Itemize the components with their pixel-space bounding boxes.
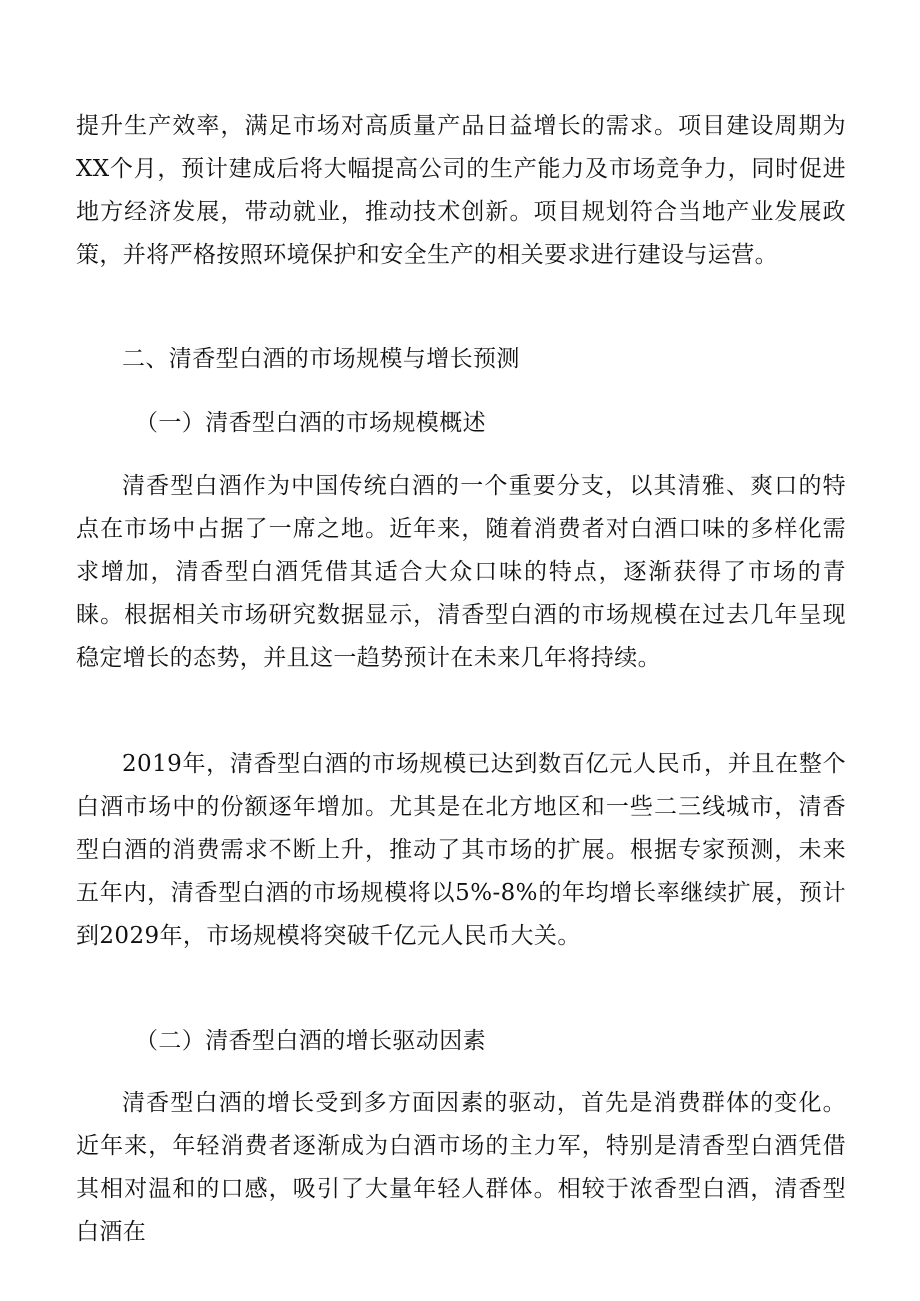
paragraph-growth-drivers: 清香型白酒的增长受到多方面因素的驱动，首先是消费群体的变化。近年来，年轻消费者逐渐成为白酒市场的主力军，特别是清香型白酒凭借其相对温和的口感，吸引了大量年轻人群体。相较于浓香型白酒，清香型白酒在 [76,1090,846,1245]
paragraph-project-summary: 提升生产效率，满足市场对高质量产品日益增长的需求。项目建设周期为XX个月，预计建成后将大幅提高公司的生产能力及市场竞争力，同时促进地方经济发展，带动就业，推动技术创新。项目规划符合当地产业发展政策，并将严格按照环境保护和安全生产的相关要求进行建设与运营。 [76,113,846,268]
subsection-heading-overview: （一）清香型白酒的市场规模概述 [135,410,486,436]
subsection-heading-growth-drivers: （二）清香型白酒的增长驱动因素 [135,1028,486,1054]
paragraph-market-overview: 清香型白酒作为中国传统白酒的一个重要分支，以其清雅、爽口的特点在市场中占据了一席之地。近年来，随着消费者对白酒口味的多样化需求增加，清香型白酒凭借其适合大众口味的特点，逐渐获得了市场的青睐。根据相关市场研究数据显示，清香型白酒的市场规模在过去几年呈现稳定增长的态势，并且这一趋势预计在未来几年将持续。 [76,473,846,671]
paragraph-market-forecast: 2019年，清香型白酒的市场规模已达到数百亿元人民币，并且在整个白酒市场中的份额逐年增加。尤其是在北方地区和一些二三线城市，清香型白酒的消费需求不断上升，推动了其市场的扩展。根据专家预测，未来五年内，清香型白酒的市场规模将以5%-8%的年均增长率继续扩展，预计到2029年，市场规模将突破千亿元人民币大关。 [76,751,846,949]
section-heading-market-size: 二、清香型白酒的市场规模与增长预测 [122,346,520,372]
